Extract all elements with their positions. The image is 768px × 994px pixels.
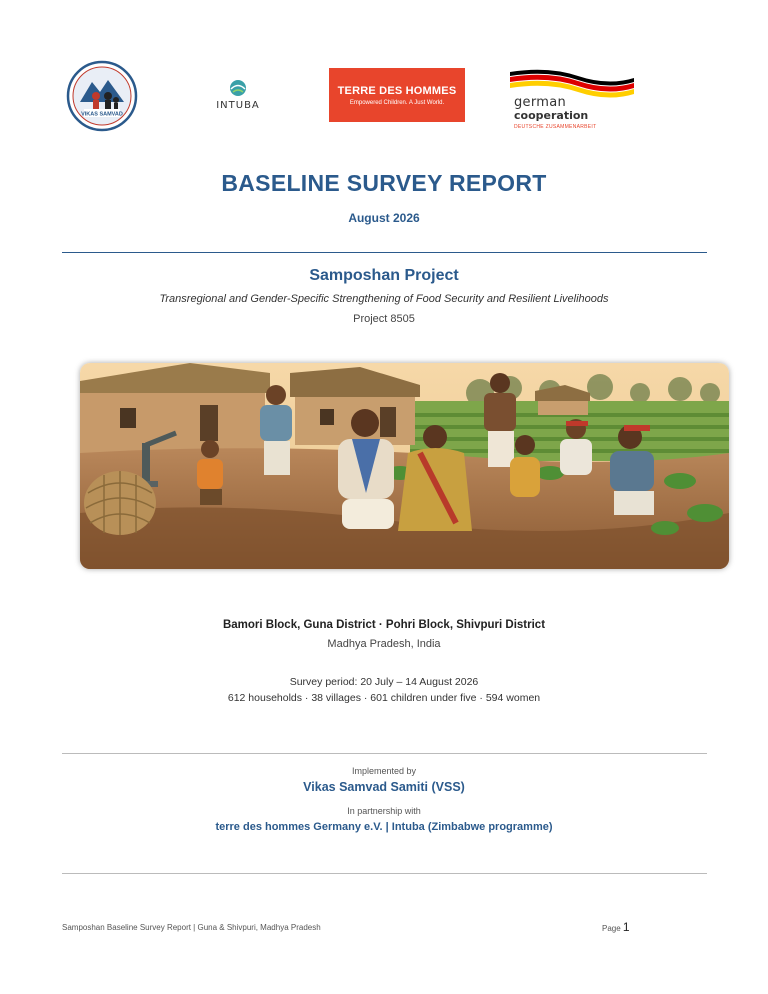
divider <box>62 873 707 874</box>
survey-stats: 612 households · 38 villages · 601 children under five · 594 women <box>227 692 541 704</box>
location-blocks: Bamori Block, Guna District · Pohri Block, Shivpuri District <box>222 619 546 631</box>
implemented-by-label: Implemented by <box>351 766 417 776</box>
page-number: 1 <box>622 920 630 934</box>
vss-logo-text: VIKAS SAMVAD <box>81 111 123 118</box>
intuba-logo-text: INTUBA <box>216 100 260 111</box>
gc-logo-line3: DEUTSCHE ZUSAMMENARBEIT <box>514 124 597 130</box>
tdh-logo-title: TERRE DES HOMMES <box>337 85 457 97</box>
intuba-logo <box>200 78 280 118</box>
implementing-org: Vikas Samvad Samiti (VSS) <box>303 780 465 794</box>
german-cooperation-logo <box>508 68 638 138</box>
divider <box>62 753 707 754</box>
logo-strip <box>0 60 768 140</box>
survey-period: Survey period: 20 July – 14 August 2026 <box>289 676 479 688</box>
report-title: BASELINE SURVEY REPORT <box>221 170 547 196</box>
page-label: Page <box>602 924 621 933</box>
cover-photo <box>80 363 729 569</box>
report-date: August 2026 <box>348 211 420 225</box>
project-name: Samposhan Project <box>309 267 459 284</box>
vss-logo <box>66 60 138 132</box>
gc-logo-line1: german <box>514 95 567 110</box>
divider <box>62 252 707 253</box>
tdh-logo <box>329 68 465 122</box>
location-state: Madhya Pradesh, India <box>327 638 441 650</box>
partner-orgs: terre des hommes Germany e.V. | Intuba (Zimbabwe programme) <box>215 821 553 833</box>
tdh-logo-tagline: Empowered Children. A Just World. <box>349 100 445 106</box>
gc-logo-line2: cooperation <box>514 109 589 122</box>
project-subtitle: Transregional and Gender-Specific Strengthening of Food Security and Resilient Livelihoods <box>159 293 609 305</box>
project-number: Project 8505 <box>353 313 415 325</box>
partnership-label: In partnership with <box>347 806 421 816</box>
footer-text: Samposhan Baseline Survey Report | Guna & Shivpuri, Madhya Pradesh <box>62 923 321 932</box>
page-number-block <box>602 920 630 934</box>
